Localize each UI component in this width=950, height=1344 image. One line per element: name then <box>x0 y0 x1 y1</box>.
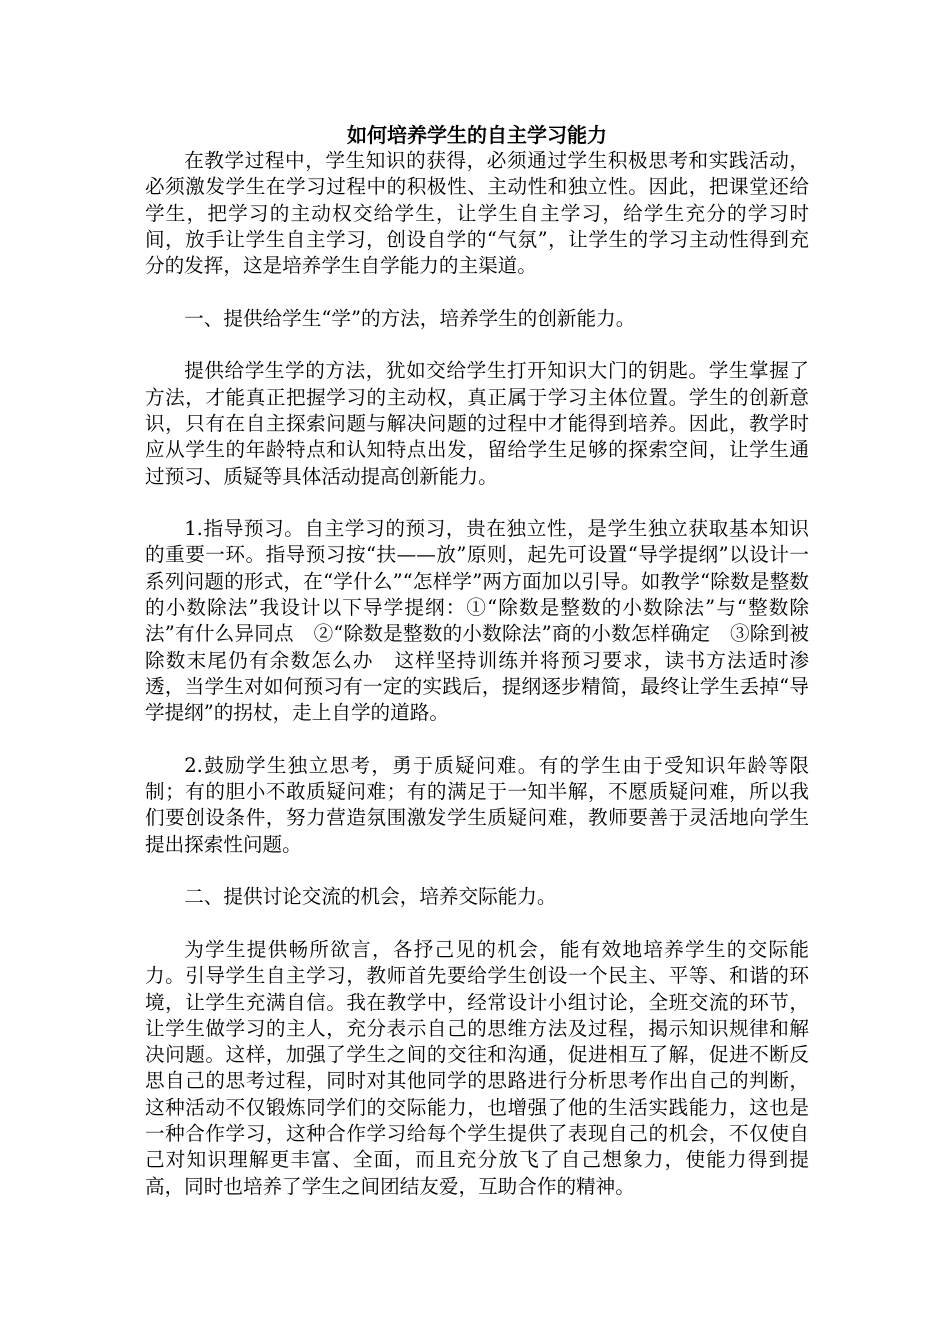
paragraph-independent-thinking: 2.鼓励学生独立思考，勇于质疑问难。有的学生由于受知识年龄等限制；有的胆小不敢质疑问难；有的满足于一知半解，不愿质疑问难，所以我们要创设条件，努力营造氛围激发学生质疑问难，教师要善于灵活地向学生提出探索性问题。 <box>145 753 809 856</box>
paragraph-intro: 在教学过程中，学生知识的获得，必须通过学生积极思考和实践活动，必须激发学生在学习过程中的积极性、主动性和独立性。因此，把课堂还给学生，把学习的主动权交给学生，让学生自主学习，给学生充分的学习时间，放手让学生自主学习，创设自学的“气氛”，让学生的学习主动性得到充分的发挥，这是培养学生自学能力的主渠道。 <box>145 149 809 278</box>
section-heading-2: 二、提供讨论交流的机会，培养交际能力。 <box>184 885 557 909</box>
document-title: 如何培养学生的自主学习能力 <box>347 123 607 147</box>
document-page <box>145 122 809 1200</box>
paragraph-preview-guidance: 1.指导预习。自主学习的预习，贵在独立性，是学生独立获取基本知识的重要一环。指导预习按“扶——放”原则，起先可设置“导学提纲”以设计一系列问题的形式，在“学什么”“怎样学”两方面加以引导。如教学“除数是整数的小数除法”我设计以下导学提纲：①“除数是整数的小数除法”与“整数除法”有什么异同点 ②“除数是整数的小数除法”商的小数怎样确定 ③除到被除数末尾仍有余数怎么办 这样坚持训练并将预习要求，读书方法适时渗透，当学生对如何预习有一定的实践后，提纲逐步精简，最终让学生丢掉“导学提纲”的拐杖，走上自学的道路。 <box>145 517 809 725</box>
paragraph-spacer <box>145 727 809 753</box>
paragraph-spacer <box>145 332 809 358</box>
paragraph-methods: 提供给学生学的方法，犹如交给学生打开知识大门的钥匙。学生掌握了方法，才能真正把握学习的主动权，真正属于学习主体位置。学生的创新意识，只有在自主探索问题与解决问题的过程中才能得到培养。因此，教学时应从学生的年龄特点和认知特点出发，留给学生足够的探索空间，让学生通过预习、质疑等具体活动提高创新能力。 <box>145 359 809 488</box>
paragraph-spacer <box>145 858 809 884</box>
paragraph-spacer <box>145 490 809 516</box>
section-heading-1: 一、提供给学生“学”的方法，培养学生的创新能力。 <box>184 306 636 330</box>
paragraph-spacer <box>145 911 809 937</box>
paragraph-discussion: 为学生提供畅所欲言，各抒己见的机会，能有效地培养学生的交际能力。引导学生自主学习，教师首先要给学生创设一个民主、平等、和谐的环境，让学生充满自信。我在教学中，经常设计小组讨论，全班交流的环节，让学生做学习的主人，充分表示自己的思维方法及过程，揭示知识规律和解决问题。这样，加强了学生之间的交往和沟通，促进相互了解，促进不断反思自己的思考过程，同时对其他同学的思路进行分析思考作出自己的判断，这种活动不仅锻炼同学们的交际能力，也增强了他的生活实践能力，这也是一种合作学习，这种合作学习给每个学生提供了表现自己的机会，不仅使自己对知识理解更丰富、全面，而且充分放飞了自己想象力，使能力得到提高，同时也培养了学生之间团结友爱，互助合作的精神。 <box>145 937 809 1198</box>
paragraph-spacer <box>145 279 809 305</box>
